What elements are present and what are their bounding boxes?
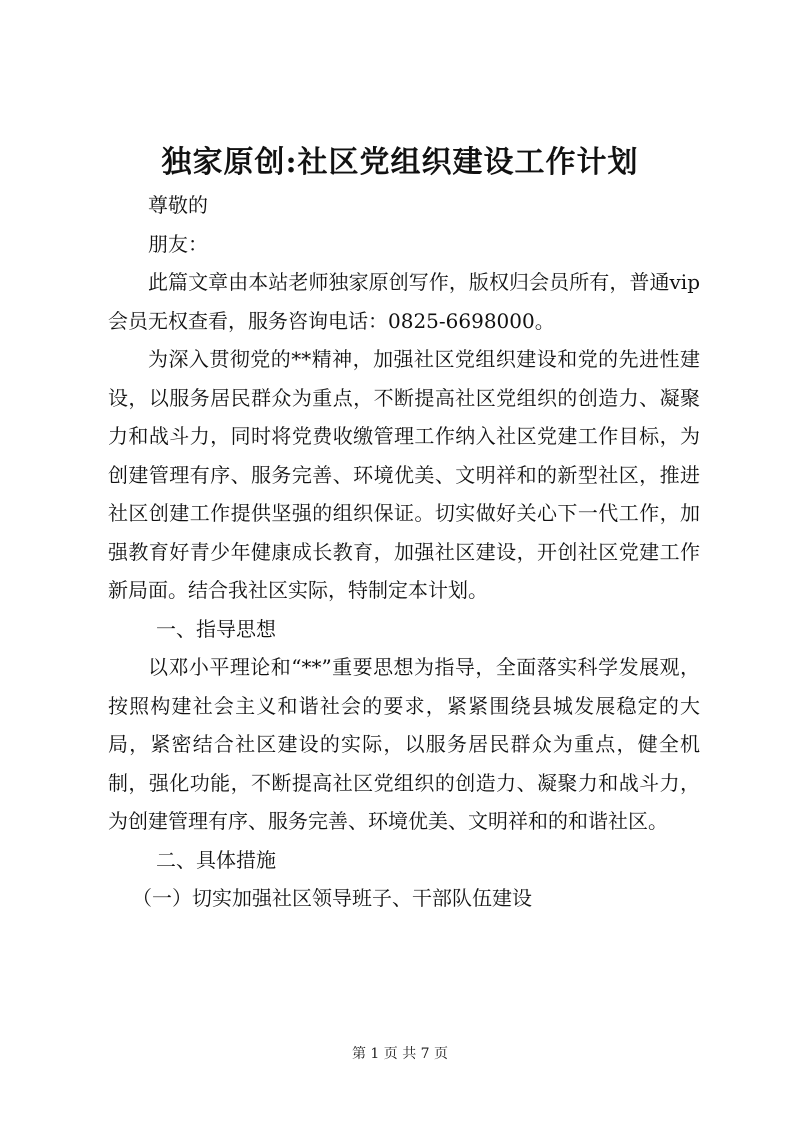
page-number-footer: 第 1 页 共 7 页 [351,1046,449,1062]
section-heading-guiding-ideology: 一、指导思想 [156,616,276,641]
salutation-line-2: 朋友： [148,231,208,256]
document-title: 独家原创:社区党组织建设工作计划 [161,145,639,180]
guiding-ideology-paragraph: 以邓小平理论和“**”重要思想为指导，全面落实科学发展观，按照构建社会主义和谐社会的要求，紧紧围绕县城发展稳定的大局，紧密结合社区建设的实际，以服务居民群众为重点，健全机制，强化功能，不断提高社区党组织的创造力、凝聚力和战斗力，为创建管理有序、服务完善、环境优美、文明祥和的和谐社区。 [108,655,700,833]
subsection-heading-leadership: （一）切实加强社区领导班子、干部队伍建设 [132,886,532,910]
copyright-notice-paragraph: 此篇文章由本站老师独家原创写作，版权归会员所有，普通vip会员无权查看，服务咨询电话：0825-6698000。 [108,270,700,333]
section-heading-specific-measures: 二、具体措施 [156,847,276,872]
salutation-line-1: 尊敬的 [148,193,208,217]
document-body [108,186,700,918]
intro-paragraph: 为深入贯彻党的**精神，加强社区党组织建设和党的先进性建设，以服务居民群众为重点，不断提高社区党组织的创造力、凝聚力和战斗力，同时将党费收缴管理工作纳入社区党建工作目标，为创建管理有序、服务完善、环境优美、文明祥和的新型社区，推进社区创建工作提供坚强的组织保证。切实做好关心下一代工作，加强教育好青少年健康成长教育，加强社区建设，开创社区党建工作新局面。结合我社区实际，特制定本计划。 [108,347,700,602]
